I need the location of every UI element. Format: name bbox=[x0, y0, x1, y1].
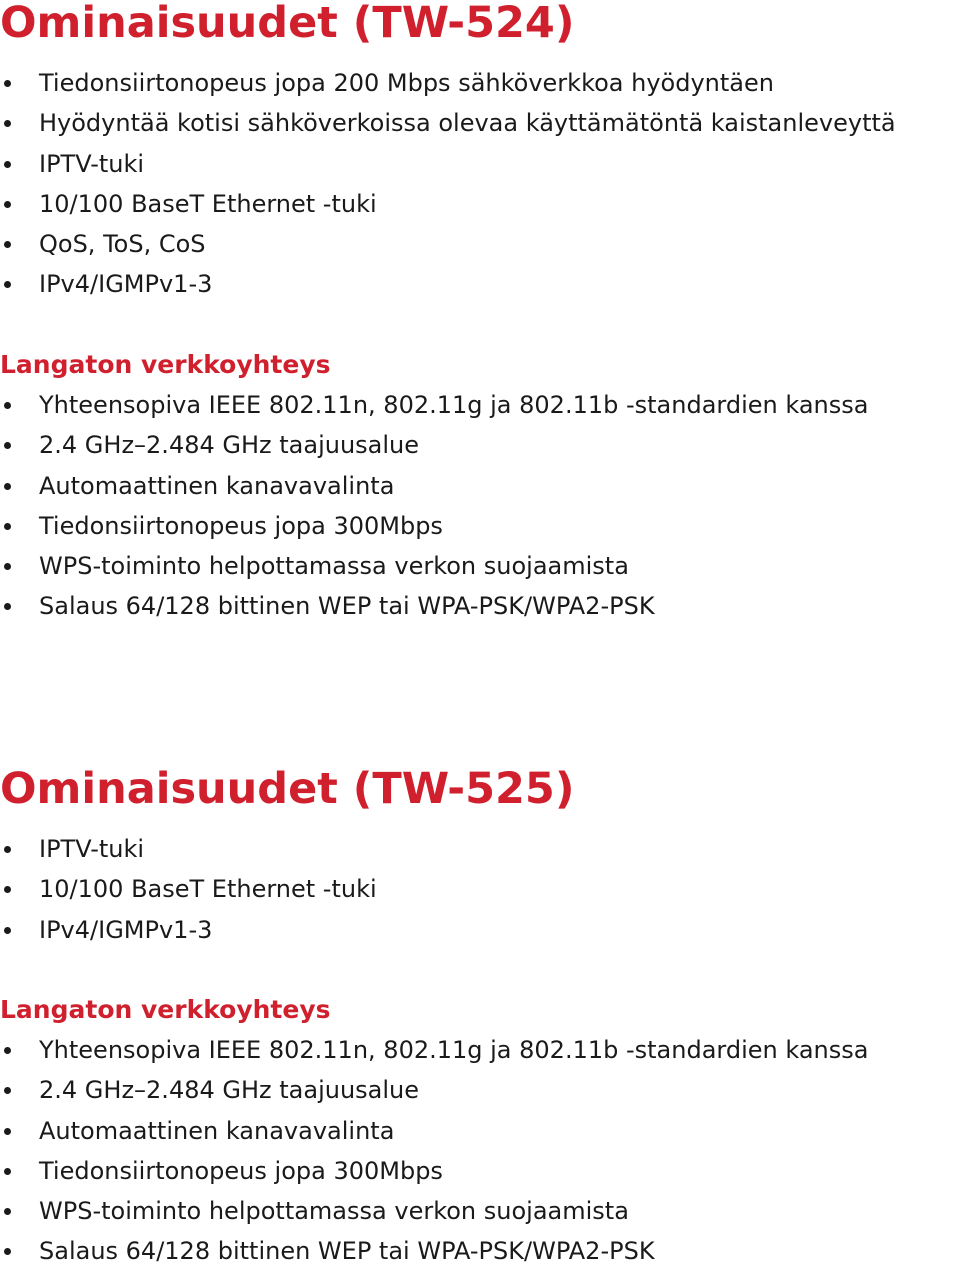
feature-text: WPS-toiminto helpottamassa verkon suojaamista bbox=[39, 552, 629, 581]
feature-text: 10/100 BaseT Ethernet -tuki bbox=[39, 189, 377, 218]
bullet-icon bbox=[4, 281, 11, 288]
bullet-icon bbox=[4, 846, 11, 853]
feature-text: Automaattinen kanavavalinta bbox=[39, 1116, 395, 1145]
feature-text: IPTV-tuki bbox=[39, 149, 145, 178]
feature-text: WPS-toiminto helpottamassa verkon suojaamista bbox=[39, 1197, 629, 1226]
feature-text: Hyödyntää kotisi sähköverkoissa olevaa käyttämätöntä kaistanleveyttä bbox=[39, 109, 896, 138]
feature-text: IPv4/IGMPv1-3 bbox=[39, 915, 213, 944]
feature-text: Salaus 64/128 bittinen WEP tai WPA-PSK/WPA2-PSK bbox=[39, 592, 655, 621]
bullet-icon bbox=[4, 1208, 11, 1215]
bullet-icon bbox=[4, 886, 11, 893]
feature-text: Salaus 64/128 bittinen WEP tai WPA-PSK/WPA2-PSK bbox=[39, 1237, 655, 1266]
feature-text: Tiedonsiirtonopeus jopa 300Mbps bbox=[39, 1156, 443, 1185]
bullet-icon bbox=[4, 1128, 11, 1135]
bullet-icon bbox=[4, 927, 11, 934]
bullet-icon bbox=[4, 483, 11, 490]
bullet-icon bbox=[4, 241, 11, 248]
bullet-icon bbox=[4, 161, 11, 168]
section-title-tw525: Ominaisuudet (TW-525) bbox=[0, 764, 575, 814]
feature-text: 10/100 BaseT Ethernet -tuki bbox=[39, 875, 377, 904]
feature-text: QoS, ToS, CoS bbox=[39, 230, 206, 259]
feature-text: IPTV-tuki bbox=[39, 835, 145, 863]
feature-text: 2.4 GHz–2.484 GHz taajuusalue bbox=[39, 431, 420, 460]
bullet-icon bbox=[4, 563, 11, 570]
bullet-icon bbox=[4, 1047, 11, 1054]
wireless-heading-tw524: Langaton verkkoyhteys bbox=[0, 350, 331, 379]
bullet-icon bbox=[4, 603, 11, 610]
wireless-heading-tw525: Langaton verkkoyhteys bbox=[0, 995, 331, 1024]
bullet-icon bbox=[4, 523, 11, 530]
feature-text: Tiedonsiirtonopeus jopa 200 Mbps sähköverkkoa hyödyntäen bbox=[39, 69, 774, 97]
bullet-icon bbox=[4, 201, 11, 208]
feature-text: Automaattinen kanavavalinta bbox=[39, 471, 395, 500]
bullet-icon bbox=[4, 80, 11, 87]
bullet-icon bbox=[4, 1087, 11, 1094]
bullet-icon bbox=[4, 120, 11, 127]
bullet-icon bbox=[4, 1248, 11, 1255]
bullet-icon bbox=[4, 402, 11, 409]
bullet-icon bbox=[4, 442, 11, 449]
feature-text: 2.4 GHz–2.484 GHz taajuusalue bbox=[39, 1076, 420, 1105]
feature-text: Tiedonsiirtonopeus jopa 300Mbps bbox=[39, 511, 443, 540]
feature-text: IPv4/IGMPv1-3 bbox=[39, 270, 213, 299]
section-title-tw524: Ominaisuudet (TW-524) bbox=[0, 0, 575, 48]
feature-text: Yhteensopiva IEEE 802.11n, 802.11g ja 802.11b -standardien kanssa bbox=[39, 1036, 869, 1064]
bullet-icon bbox=[4, 1168, 11, 1175]
feature-text: Yhteensopiva IEEE 802.11n, 802.11g ja 802.11b -standardien kanssa bbox=[39, 391, 869, 419]
